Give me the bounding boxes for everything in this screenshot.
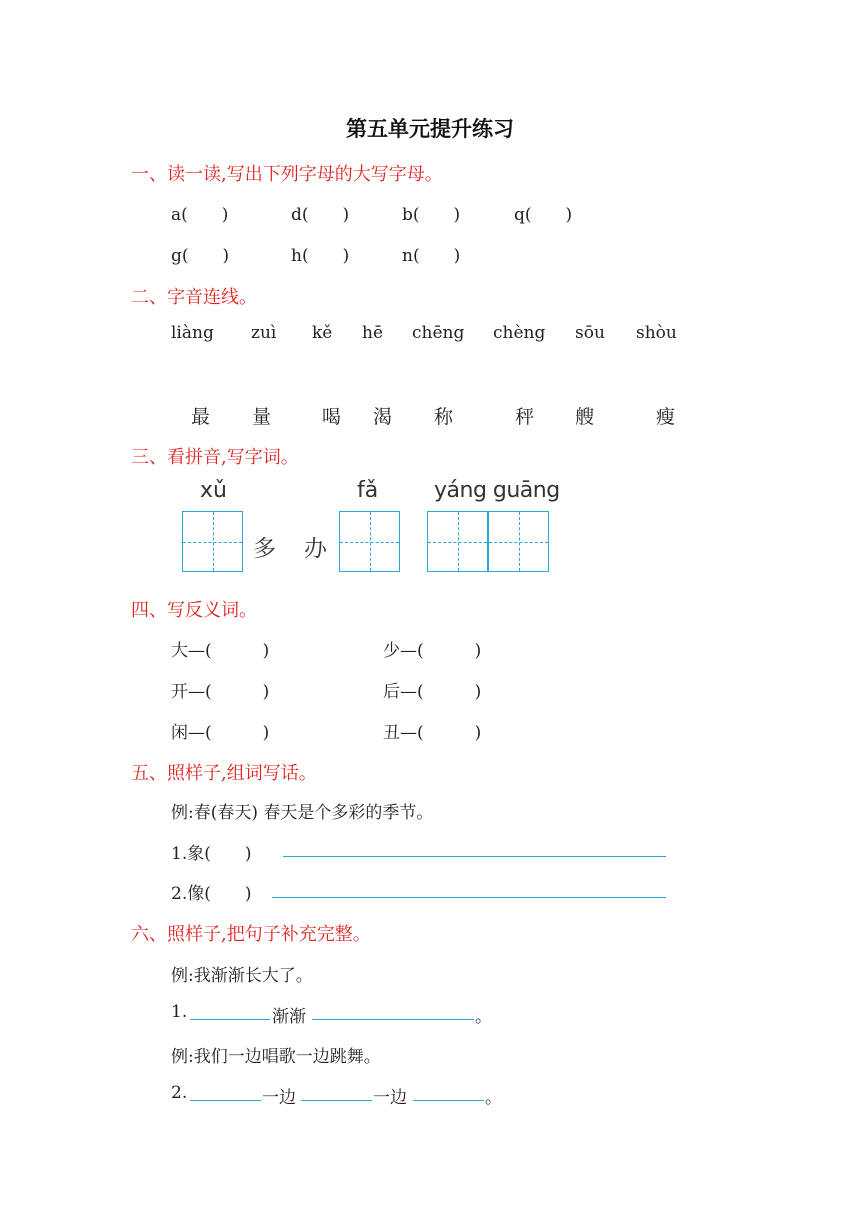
pinyin-item[interactable]: chèng bbox=[493, 323, 546, 343]
question-number: 2. bbox=[171, 1083, 188, 1103]
pinyin-label: xǔ bbox=[200, 478, 227, 503]
letter-blank[interactable]: g( ) bbox=[171, 246, 230, 266]
pinyin-item[interactable]: kě bbox=[312, 323, 333, 343]
example-sentence: 例:春(春天) 春天是个多彩的季节。 bbox=[171, 803, 434, 823]
char-item[interactable]: 喝 bbox=[322, 406, 342, 428]
example-sentence: 例:我们一边唱歌一边跳舞。 bbox=[171, 1047, 381, 1067]
char-item[interactable]: 称 bbox=[434, 406, 454, 428]
answer-line[interactable] bbox=[301, 1100, 372, 1101]
letter-blank[interactable]: b( ) bbox=[402, 205, 461, 225]
antonym-item[interactable]: 大—( ) bbox=[171, 641, 270, 661]
answer-line[interactable] bbox=[190, 1100, 261, 1101]
period: 。 bbox=[475, 1007, 492, 1027]
pinyin-label: fǎ bbox=[357, 478, 379, 503]
char-item[interactable]: 秤 bbox=[515, 406, 535, 428]
question-number: 1. bbox=[171, 1002, 188, 1022]
section-5-heading: 五、照样子,组词写话。 bbox=[131, 763, 317, 784]
char-item[interactable]: 最 bbox=[191, 406, 211, 428]
question-label: 1.象( ) bbox=[171, 844, 252, 864]
pinyin-item[interactable]: chēng bbox=[412, 323, 465, 343]
antonym-item[interactable]: 闲—( ) bbox=[171, 723, 270, 743]
given-word: 一边 bbox=[262, 1088, 296, 1108]
letter-blank[interactable]: a( ) bbox=[171, 205, 229, 225]
section-1-heading: 一、读一读,写出下列字母的大写字母。 bbox=[131, 164, 443, 185]
letter-blank[interactable]: h( ) bbox=[291, 246, 350, 266]
letter-blank[interactable]: d( ) bbox=[291, 205, 350, 225]
answer-line[interactable] bbox=[312, 1019, 474, 1020]
pinyin-item[interactable]: sōu bbox=[575, 323, 605, 343]
period: 。 bbox=[485, 1088, 502, 1108]
char-item[interactable]: 渴 bbox=[373, 406, 393, 428]
section-4-heading: 四、写反义词。 bbox=[131, 600, 257, 621]
writing-grid-box[interactable] bbox=[339, 511, 400, 572]
answer-line[interactable] bbox=[283, 856, 666, 857]
example-sentence: 例:我渐渐长大了。 bbox=[171, 966, 313, 986]
writing-grid-box[interactable] bbox=[427, 511, 488, 572]
letter-blank[interactable]: n( ) bbox=[402, 246, 461, 266]
writing-grid-box[interactable] bbox=[182, 511, 243, 572]
section-6-heading: 六、照样子,把句子补充完整。 bbox=[131, 924, 371, 945]
writing-grid-box[interactable] bbox=[488, 511, 549, 572]
antonym-item[interactable]: 丑—( ) bbox=[383, 723, 482, 743]
pinyin-item[interactable]: liàng bbox=[171, 323, 214, 343]
given-char: 多 bbox=[253, 536, 276, 562]
letter-blank[interactable]: q( ) bbox=[514, 205, 573, 225]
char-item[interactable]: 量 bbox=[252, 406, 272, 428]
given-word: 渐渐 bbox=[272, 1007, 306, 1027]
section-3-heading: 三、看拼音,写字词。 bbox=[131, 447, 299, 468]
pinyin-item[interactable]: hē bbox=[362, 323, 384, 343]
question-label: 2.像( ) bbox=[171, 884, 252, 904]
char-item[interactable]: 艘 bbox=[575, 406, 595, 428]
section-2-heading: 二、字音连线。 bbox=[131, 287, 257, 308]
antonym-item[interactable]: 后—( ) bbox=[383, 682, 482, 702]
antonym-item[interactable]: 开—( ) bbox=[171, 682, 270, 702]
pinyin-item[interactable]: shòu bbox=[636, 323, 677, 343]
pinyin-item[interactable]: zuì bbox=[251, 323, 277, 343]
answer-line[interactable] bbox=[413, 1100, 484, 1101]
given-word: 一边 bbox=[373, 1088, 407, 1108]
pinyin-label: yáng guāng bbox=[434, 478, 560, 503]
page-title: 第五单元提升练习 bbox=[346, 116, 514, 141]
answer-line[interactable] bbox=[272, 897, 666, 898]
answer-line[interactable] bbox=[190, 1019, 270, 1020]
char-item[interactable]: 瘦 bbox=[656, 406, 676, 428]
antonym-item[interactable]: 少—( ) bbox=[383, 641, 482, 661]
given-char: 办 bbox=[304, 536, 327, 562]
